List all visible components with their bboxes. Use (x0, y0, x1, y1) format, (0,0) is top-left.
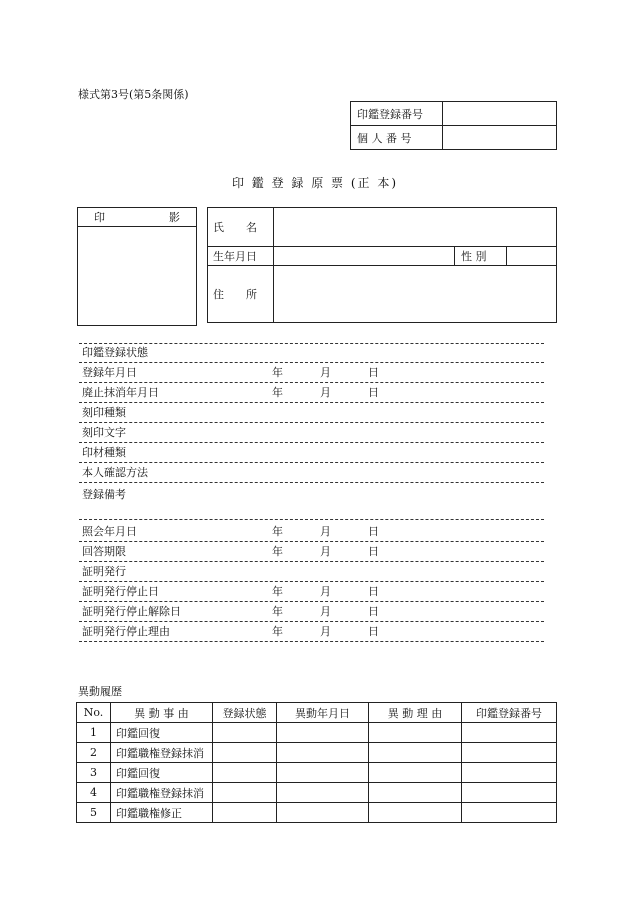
inquiry-date-label: 照会年月日 (82, 525, 137, 538)
row-cert-stop-date (79, 582, 544, 602)
history-cell[interactable] (213, 743, 277, 763)
form-number: 様式第3号(第5条関係) (78, 88, 189, 101)
seal-number-label: 印鑑登録番号 (351, 102, 443, 126)
abolish-date-label: 廃止抹消年月日 (82, 386, 159, 399)
day-unit: 日 (368, 585, 379, 598)
row-cert-issue (79, 562, 544, 582)
row-registration-date (79, 363, 544, 383)
history-header: No. (77, 703, 111, 723)
table-row (77, 723, 557, 743)
history-table (76, 702, 557, 823)
history-reason: 印鑑回復 (111, 763, 213, 783)
history-cell[interactable] (277, 723, 369, 743)
year-unit: 年 (272, 585, 283, 598)
table-row (77, 763, 557, 783)
table-row (77, 743, 557, 763)
material-label: 印材種類 (82, 446, 126, 459)
history-cell[interactable] (369, 763, 462, 783)
day-unit: 日 (368, 366, 379, 379)
address-field[interactable] (274, 266, 557, 323)
row-cert-stop-release (79, 602, 544, 622)
table-row (77, 803, 557, 823)
seal-label-left: 印 (94, 211, 105, 224)
table-row (77, 783, 557, 803)
month-unit: 月 (320, 625, 331, 638)
history-cell[interactable] (462, 783, 557, 803)
month-unit: 月 (320, 545, 331, 558)
row-remarks (79, 483, 544, 520)
row-abolish-date (79, 383, 544, 403)
day-unit: 日 (368, 625, 379, 638)
history-no: 1 (77, 723, 111, 743)
cert-issue-label: 証明発行 (82, 565, 126, 578)
history-reason: 印鑑職権登録抹消 (111, 783, 213, 803)
address-label: 住 所 (208, 266, 274, 323)
row-material (79, 443, 544, 463)
month-unit: 月 (320, 366, 331, 379)
row-id-method (79, 463, 544, 483)
cert-stop-release-label: 証明発行停止解除日 (82, 605, 181, 618)
person-info-table (207, 207, 557, 323)
year-unit: 年 (272, 366, 283, 379)
year-unit: 年 (272, 525, 283, 538)
year-unit: 年 (272, 545, 283, 558)
history-header: 異動年月日 (277, 703, 369, 723)
seal-type-label: 刻印種類 (82, 406, 126, 419)
seal-header (78, 208, 196, 227)
month-unit: 月 (320, 605, 331, 618)
row-seal-type (79, 403, 544, 423)
history-cell[interactable] (213, 763, 277, 783)
row-cert-stop-reason (79, 622, 544, 642)
history-cell[interactable] (369, 723, 462, 743)
day-unit: 日 (368, 525, 379, 538)
month-unit: 月 (320, 525, 331, 538)
seal-impression-area[interactable] (78, 227, 196, 325)
name-field[interactable] (274, 208, 557, 247)
history-cell[interactable] (213, 803, 277, 823)
history-cell[interactable] (213, 783, 277, 803)
history-cell[interactable] (277, 803, 369, 823)
row-inquiry-date (79, 522, 544, 542)
name-label: 氏 名 (208, 208, 274, 247)
reply-deadline-label: 回答期限 (82, 545, 126, 558)
seal-impression-box (77, 207, 197, 326)
history-cell[interactable] (277, 763, 369, 783)
history-reason: 印鑑職権登録抹消 (111, 743, 213, 763)
seal-label-right: 影 (169, 211, 180, 224)
year-unit: 年 (272, 625, 283, 638)
history-no: 2 (77, 743, 111, 763)
history-no: 5 (77, 803, 111, 823)
history-cell[interactable] (369, 743, 462, 763)
birth-field[interactable] (274, 247, 455, 266)
history-cell[interactable] (369, 803, 462, 823)
row-seal-status (79, 343, 544, 363)
history-cell[interactable] (462, 743, 557, 763)
history-header-row (77, 703, 557, 723)
year-unit: 年 (272, 386, 283, 399)
seal-number-field[interactable] (443, 102, 557, 126)
personal-number-field[interactable] (443, 126, 557, 150)
row-seal-text (79, 423, 544, 443)
day-unit: 日 (368, 545, 379, 558)
history-reason: 印鑑回復 (111, 723, 213, 743)
seal-status-label: 印鑑登録状態 (82, 346, 148, 359)
history-cell[interactable] (369, 783, 462, 803)
history-cell[interactable] (277, 743, 369, 763)
history-cell[interactable] (277, 783, 369, 803)
year-unit: 年 (272, 605, 283, 618)
sex-label: 性 別 (455, 247, 507, 266)
personal-number-label: 個 人 番 号 (351, 126, 443, 150)
registration-date-label: 登録年月日 (82, 366, 137, 379)
history-header: 異 動 理 由 (369, 703, 462, 723)
history-cell[interactable] (462, 803, 557, 823)
cert-stop-date-label: 証明発行停止日 (82, 585, 159, 598)
history-header: 登録状態 (213, 703, 277, 723)
history-no: 4 (77, 783, 111, 803)
day-unit: 日 (368, 386, 379, 399)
month-unit: 月 (320, 386, 331, 399)
history-header: 異 動 事 由 (111, 703, 213, 723)
day-unit: 日 (368, 605, 379, 618)
id-method-label: 本人確認方法 (82, 466, 148, 479)
page-title: 印 鑑 登 録 原 票 (正 本) (231, 176, 399, 190)
cert-stop-reason-label: 証明発行停止理由 (82, 625, 170, 638)
history-no: 3 (77, 763, 111, 783)
birth-label: 生年月日 (208, 247, 274, 266)
row-reply-deadline (79, 542, 544, 562)
registration-number-box (350, 101, 557, 150)
sex-field[interactable] (507, 247, 557, 266)
history-cell[interactable] (462, 763, 557, 783)
month-unit: 月 (320, 585, 331, 598)
history-title: 異動履歴 (78, 685, 122, 698)
history-header: 印鑑登録番号 (462, 703, 557, 723)
history-cell[interactable] (213, 723, 277, 743)
history-reason: 印鑑職権修正 (111, 803, 213, 823)
history-cell[interactable] (462, 723, 557, 743)
remarks-label: 登録備考 (82, 488, 126, 501)
seal-text-label: 刻印文字 (82, 426, 126, 439)
